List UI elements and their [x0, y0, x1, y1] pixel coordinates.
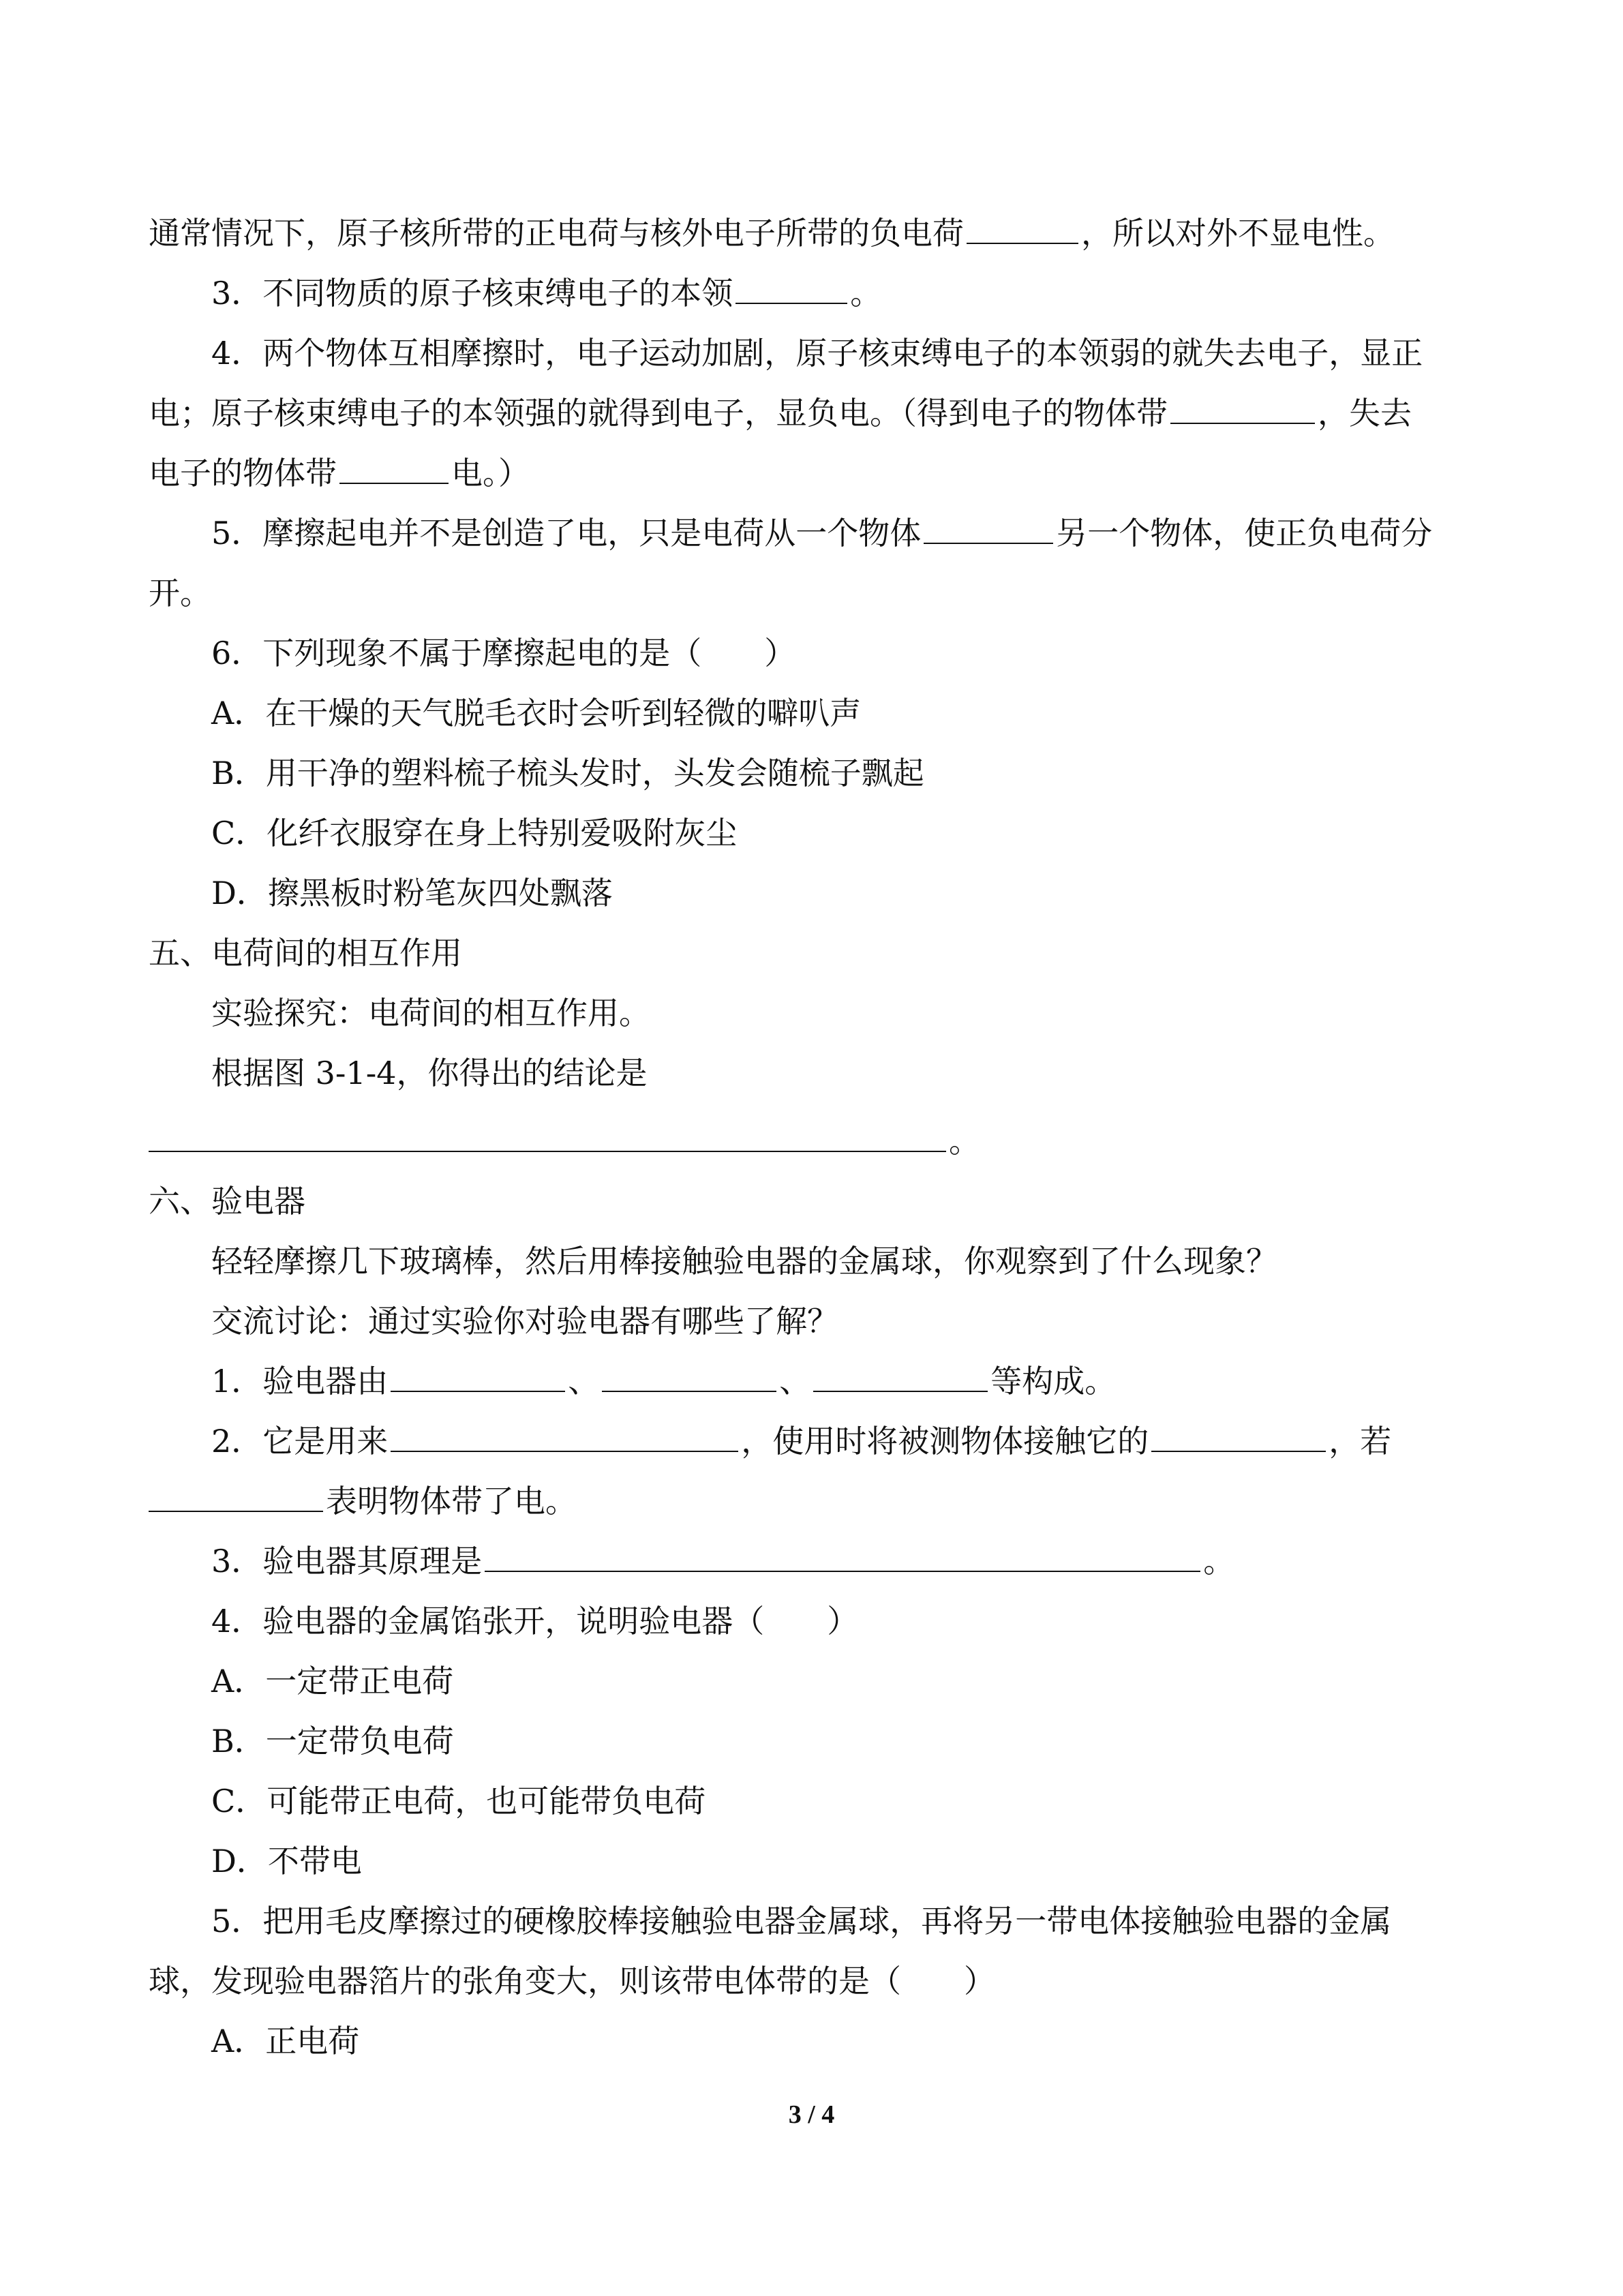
- option-a: A．一定带正电荷: [211, 1663, 454, 1700]
- text-line-7: 开。: [149, 575, 211, 611]
- text-line-5: 电子的物体带 电。）: [149, 453, 530, 494]
- page-number: 3 / 4: [788, 2100, 835, 2129]
- conclusion-line: 。: [149, 1121, 980, 1162]
- answer-blank[interactable]: [149, 1481, 323, 1512]
- answer-blank[interactable]: [924, 513, 1053, 544]
- text-line-19: 交流讨论：通过实验你对验电器有哪些了解？: [211, 1303, 838, 1340]
- text-line-23: 3．验电器其原理是 。: [211, 1541, 1234, 1582]
- answer-blank[interactable]: [1170, 393, 1315, 424]
- answer-blank[interactable]: [485, 1541, 1200, 1572]
- question-6-stem: 6．下列现象不属于摩擦起电的是（ ）: [211, 635, 796, 671]
- answer-blank[interactable]: [735, 273, 847, 304]
- option-b: B．用干净的塑料梳子梳头发时，头发会随梳子飘起: [211, 755, 924, 791]
- answer-blank[interactable]: [813, 1361, 988, 1392]
- answer-blank[interactable]: [339, 453, 449, 484]
- text-line-21: 2．它是用来 ，使用时将被测物体接触它的 ，若: [211, 1421, 1391, 1462]
- question-4-stem: 4．验电器的金属馅张开，说明验电器（ ）: [211, 1603, 859, 1640]
- text-line-22: 表明物体带了电。: [149, 1481, 577, 1522]
- text-line-1: 通常情况下，原子核所带的正电荷与核外电子所带的负电荷 ，所以对外不显电性。: [149, 213, 1395, 254]
- option-c: C．可能带正电荷，也可能带负电荷: [211, 1783, 706, 1819]
- text-line-14: 实验探究：电荷间的相互作用。: [211, 995, 650, 1031]
- option-c: C．化纤衣服穿在身上特别爱吸附灰尘: [211, 815, 738, 851]
- text-line-2: 3．不同物质的原子核束缚电子的本领 。: [211, 273, 881, 314]
- text-line-20: 1．验电器由 、 、 等构成。: [211, 1361, 1116, 1402]
- option-d: D．擦黑板时粉笔灰四处飘落: [211, 875, 613, 911]
- section-heading-5: 五、电荷间的相互作用: [149, 935, 462, 971]
- text-line-3: 4．两个物体互相摩擦时，电子运动加剧，原子核束缚电子的本领弱的就失去电子，显正: [211, 335, 1423, 372]
- option-a: A．正电荷: [211, 2023, 360, 2059]
- section-heading-6: 六、验电器: [149, 1183, 305, 1220]
- answer-blank[interactable]: [391, 1421, 738, 1452]
- answer-blank[interactable]: [967, 213, 1078, 244]
- question-5-stem: 5．把用毛皮摩擦过的硬橡胶棒接触验电器金属球，再将另一带电体接触验电器的金属: [211, 1903, 1392, 1939]
- question-5-stem-cont: 球，发现验电器箔片的张角变大，则该带电体带的是（ ）: [149, 1963, 995, 1999]
- text-line-6: 5．摩擦起电并不是创造了电，只是电荷从一个物体 另一个物体，使正负电荷分: [211, 513, 1432, 554]
- option-b: B．一定带负电荷: [211, 1723, 454, 1759]
- text-line-15: 根据图 3-1-4，你得出的结论是: [211, 1055, 648, 1091]
- text-line-4: 电；原子核束缚电子的本领强的就得到电子，显负电。（得到电子的物体带 ，失去: [149, 393, 1412, 434]
- option-d: D．不带电: [211, 1843, 362, 1879]
- answer-blank[interactable]: [149, 1121, 946, 1152]
- answer-blank[interactable]: [391, 1361, 565, 1392]
- option-a: A．在干燥的天气脱毛衣时会听到轻微的噼叭声: [211, 695, 862, 731]
- answer-blank[interactable]: [602, 1361, 776, 1392]
- text-line-18: 轻轻摩擦几下玻璃棒，然后用棒接触验电器的金属球，你观察到了什么现象？: [211, 1243, 1277, 1280]
- answer-blank[interactable]: [1151, 1421, 1326, 1452]
